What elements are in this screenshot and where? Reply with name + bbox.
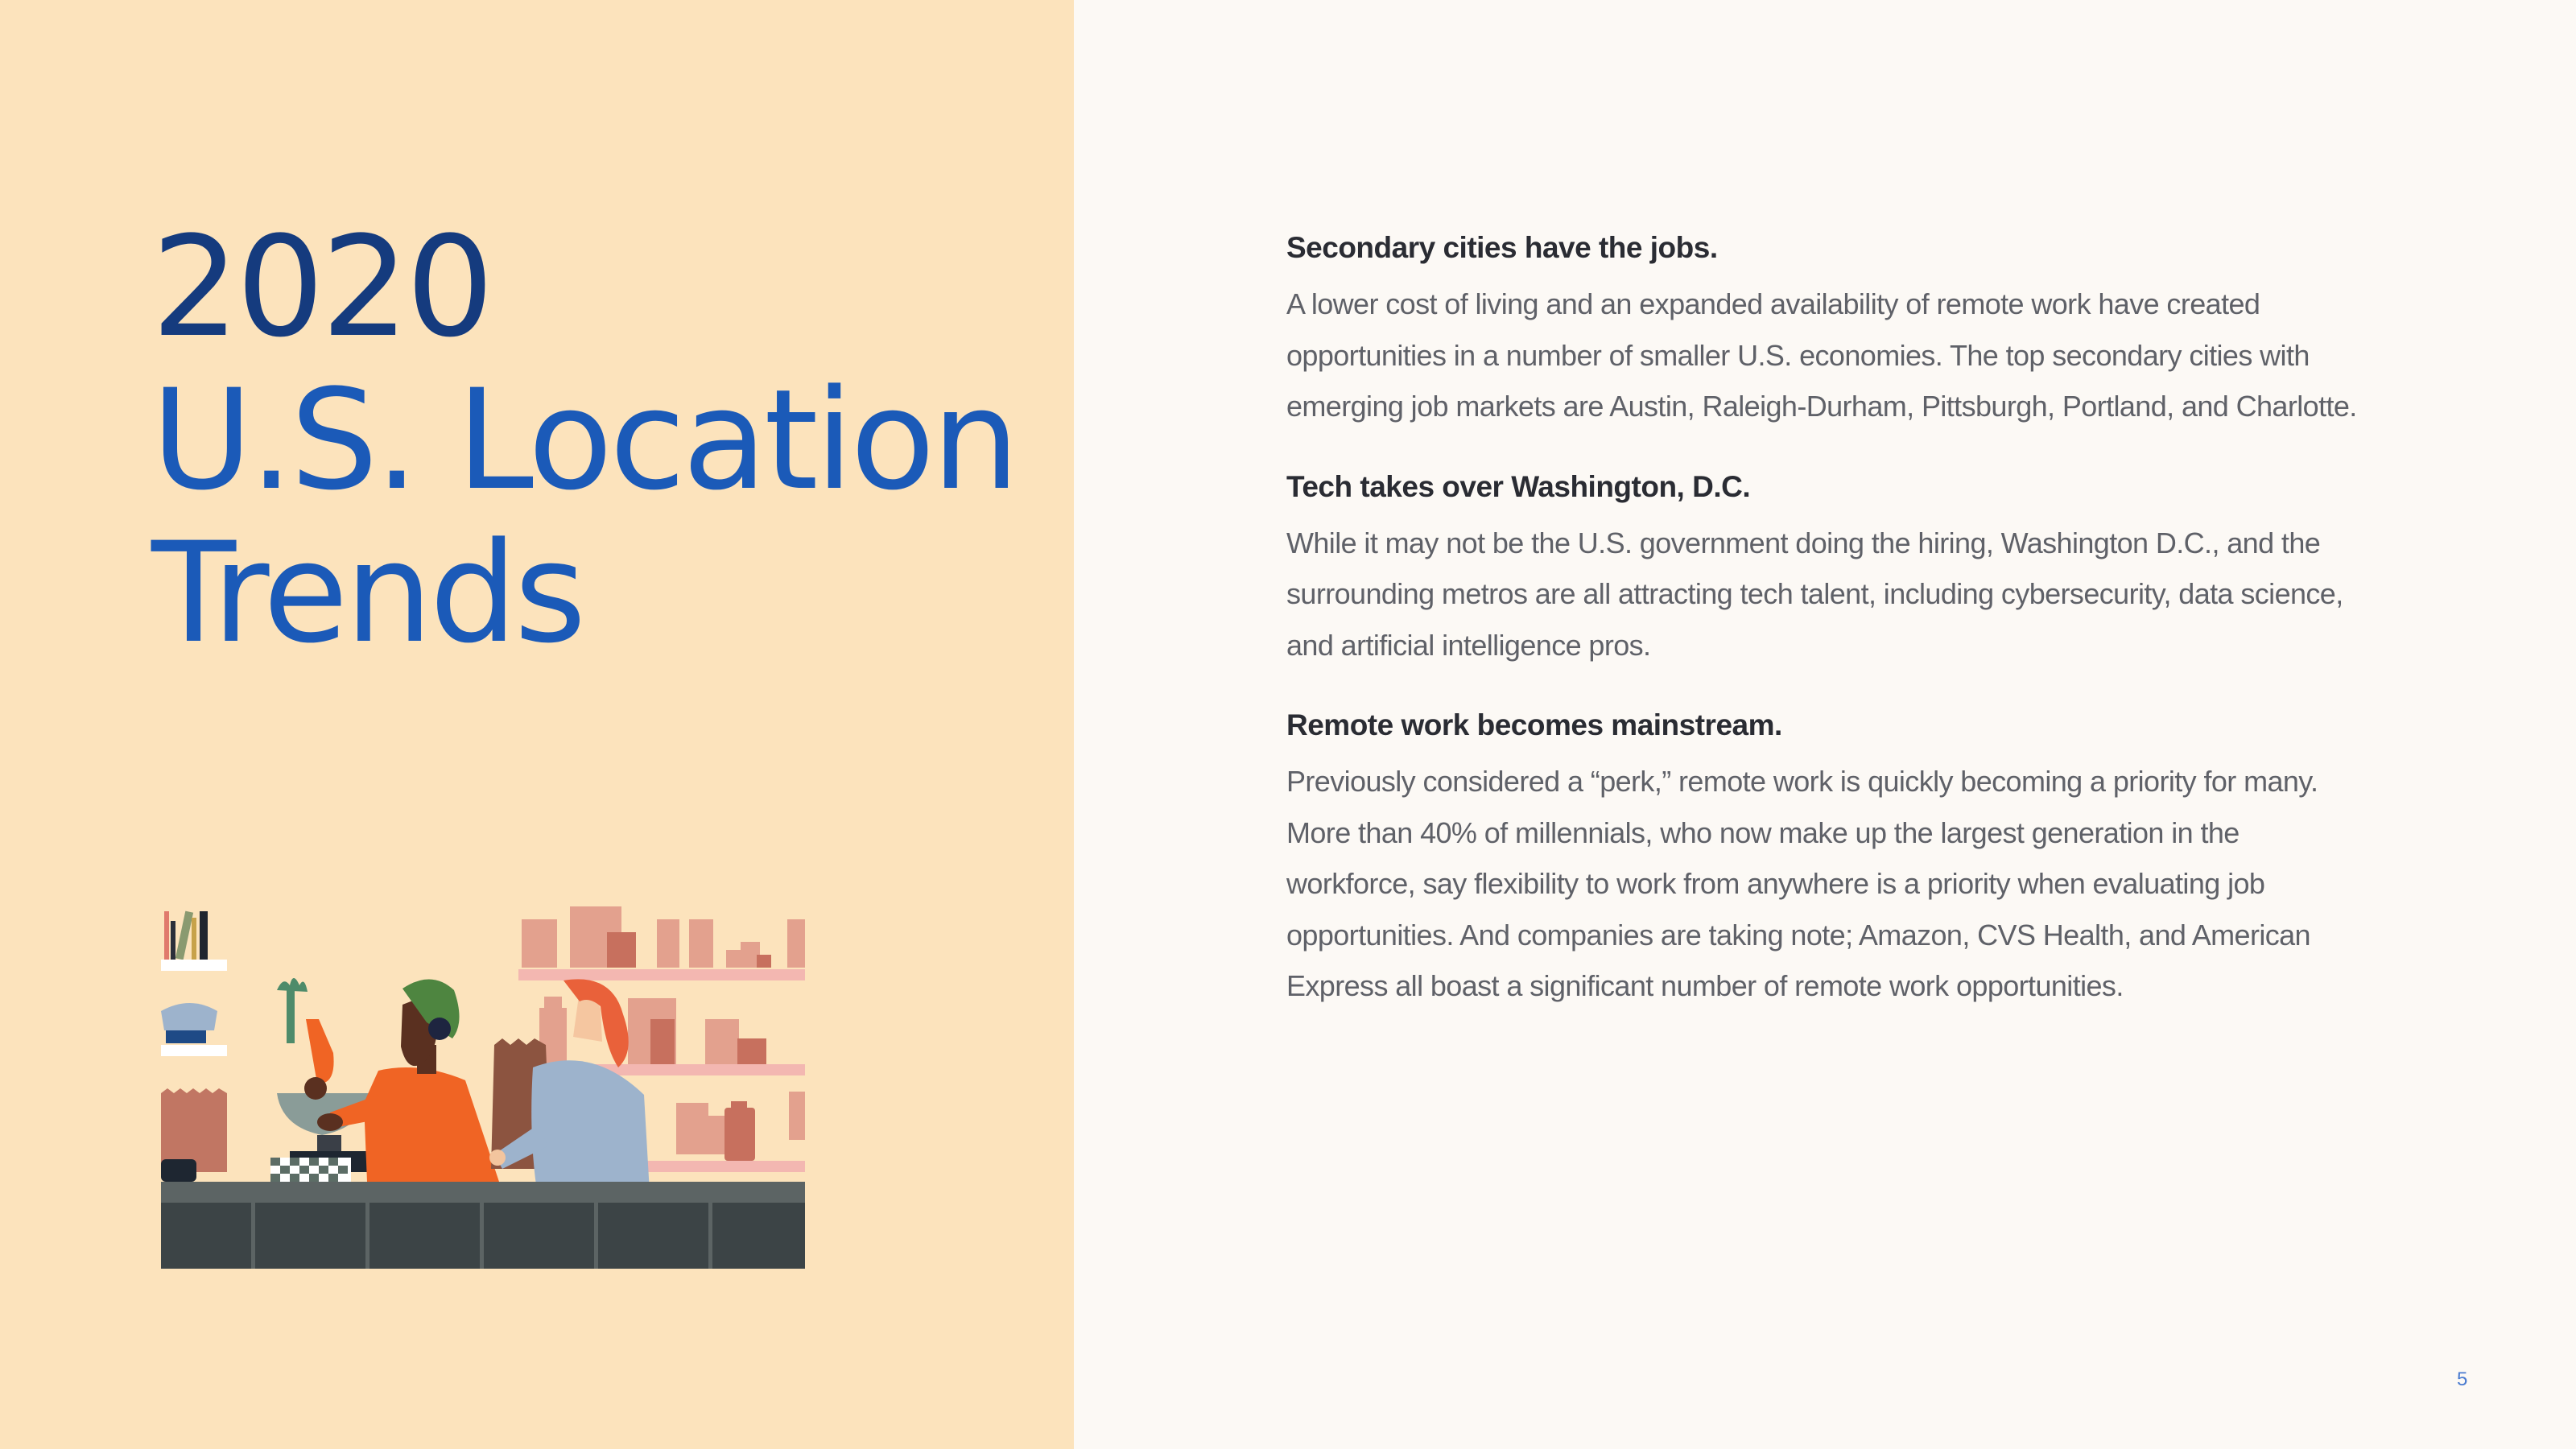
section-heading: Tech takes over Washington, D.C. bbox=[1286, 469, 1751, 503]
counter bbox=[161, 1182, 805, 1269]
section-body: While it may not be the U.S. government doing the hiring, Washington D.C., and the surrounding metros are all attracting tech talent, including cybersecurity, data science, and artificial intelligence pros. bbox=[1286, 526, 2343, 662]
section-washington-dc bbox=[1286, 466, 2365, 671]
page-title bbox=[151, 206, 1017, 674]
section-body: Previously considered a “perk,” remote work is quickly becoming a priority for many. More than 40% of millennials, who now make up the largest generation in the workforce, say flexibility to work from anywhere is a priority when evaluating job opportunities. And companies are taking note; Amazon, CVS Health, and American Express all boast a significant number of remote work opportunities. bbox=[1286, 765, 2318, 1002]
section-heading: Remote work becomes mainstream. bbox=[1286, 708, 1782, 741]
checkered-tray bbox=[270, 1158, 351, 1182]
left-shelf bbox=[161, 911, 227, 1182]
content-column bbox=[1286, 227, 2365, 1046]
title-line-1: U.S. Location bbox=[151, 359, 1017, 521]
page-number: 5 bbox=[2457, 1368, 2468, 1390]
section-body: A lower cost of living and an expanded availability of remote work have created opportunities in a number of smaller U.S. economies. The top secondary cities with emerging job markets are Austin, Raleigh-Durham, Pittsburgh, Portland, and Charlotte. bbox=[1286, 287, 2357, 423]
grocery-checkout-illustration bbox=[161, 902, 805, 1269]
section-remote-work bbox=[1286, 704, 2365, 1012]
section-secondary-cities bbox=[1286, 227, 2365, 432]
section-heading: Secondary cities have the jobs. bbox=[1286, 231, 1718, 264]
left-panel bbox=[0, 0, 1074, 1449]
title-year: 2020 bbox=[151, 206, 491, 368]
title-line-2: Trends bbox=[151, 512, 584, 674]
